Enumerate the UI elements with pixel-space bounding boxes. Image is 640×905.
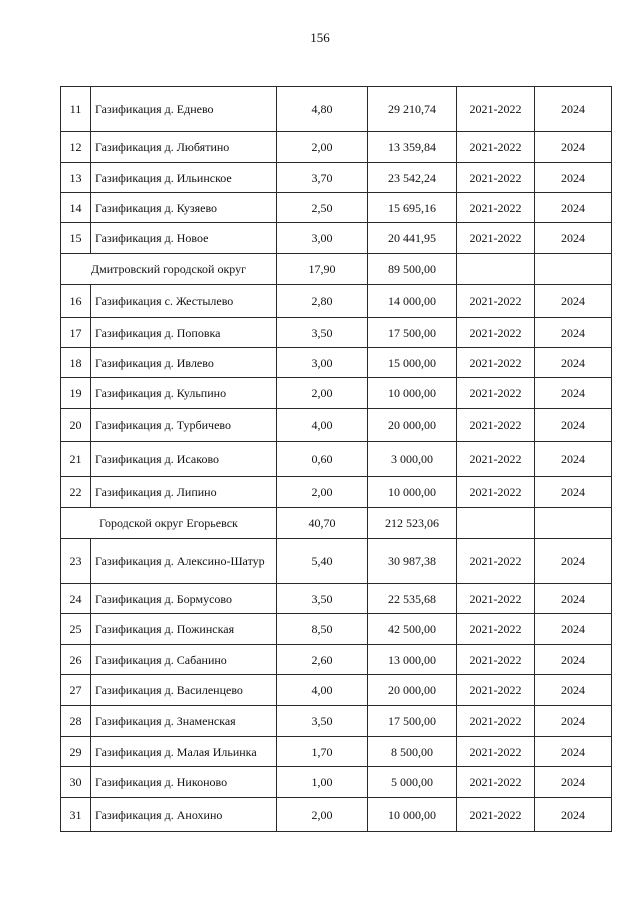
length-km: 3,00 xyxy=(277,348,368,378)
length-km: 2,50 xyxy=(277,193,368,223)
row-number: 13 xyxy=(61,163,91,193)
implementation-period: 2021-2022 xyxy=(457,409,535,442)
object-name: Газификация д. Бормусово xyxy=(91,584,277,614)
district-length-total: 17,90 xyxy=(277,254,368,285)
row-number: 22 xyxy=(61,477,91,508)
cost-value: 10 000,00 xyxy=(368,798,457,832)
completion-year: 2024 xyxy=(535,318,612,348)
object-name: Газификация д. Исаково xyxy=(91,442,277,477)
empty-cell xyxy=(457,508,535,539)
implementation-period: 2021-2022 xyxy=(457,675,535,706)
length-km: 3,00 xyxy=(277,223,368,254)
row-number: 27 xyxy=(61,675,91,706)
completion-year: 2024 xyxy=(535,539,612,584)
object-name: Газификация д. Анохино xyxy=(91,798,277,832)
row-number: 31 xyxy=(61,798,91,832)
object-name: Газификация д. Знаменская xyxy=(91,706,277,737)
table-row xyxy=(61,378,612,409)
object-name: Газификация д. Василенцево xyxy=(91,675,277,706)
row-number: 24 xyxy=(61,584,91,614)
table-row xyxy=(61,348,612,378)
implementation-period: 2021-2022 xyxy=(457,477,535,508)
cost-value: 42 500,00 xyxy=(368,614,457,645)
implementation-period: 2021-2022 xyxy=(457,285,535,318)
table-row xyxy=(61,539,612,584)
object-name: Газификация д. Еднево xyxy=(91,87,277,132)
cost-value: 20 000,00 xyxy=(368,675,457,706)
implementation-period: 2021-2022 xyxy=(457,223,535,254)
object-name: Газификация д. Кульпино xyxy=(91,378,277,409)
row-number: 11 xyxy=(61,87,91,132)
row-number: 16 xyxy=(61,285,91,318)
row-number: 21 xyxy=(61,442,91,477)
cost-value: 17 500,00 xyxy=(368,318,457,348)
row-number: 19 xyxy=(61,378,91,409)
implementation-period: 2021-2022 xyxy=(457,348,535,378)
implementation-period: 2021-2022 xyxy=(457,132,535,163)
implementation-period: 2021-2022 xyxy=(457,737,535,767)
row-number: 28 xyxy=(61,706,91,737)
implementation-period: 2021-2022 xyxy=(457,645,535,675)
row-number: 14 xyxy=(61,193,91,223)
table-row xyxy=(61,193,612,223)
length-km: 1,70 xyxy=(277,737,368,767)
object-name: Газификация д. Кузяево xyxy=(91,193,277,223)
district-cost-total: 212 523,06 xyxy=(368,508,457,539)
empty-cell xyxy=(535,508,612,539)
table-row xyxy=(61,584,612,614)
implementation-period: 2021-2022 xyxy=(457,163,535,193)
cost-value: 8 500,00 xyxy=(368,737,457,767)
length-km: 3,50 xyxy=(277,706,368,737)
district-subtotal-row xyxy=(61,254,612,285)
length-km: 5,40 xyxy=(277,539,368,584)
cost-value: 10 000,00 xyxy=(368,378,457,409)
completion-year: 2024 xyxy=(535,737,612,767)
row-number: 17 xyxy=(61,318,91,348)
district-cost-total: 89 500,00 xyxy=(368,254,457,285)
length-km: 3,50 xyxy=(277,318,368,348)
row-number: 20 xyxy=(61,409,91,442)
object-name: Газификация д. Сабанино xyxy=(91,645,277,675)
implementation-period: 2021-2022 xyxy=(457,87,535,132)
cost-value: 20 000,00 xyxy=(368,409,457,442)
implementation-period: 2021-2022 xyxy=(457,378,535,409)
length-km: 2,00 xyxy=(277,132,368,163)
table-row xyxy=(61,285,612,318)
table-row xyxy=(61,614,612,645)
object-name: Газификация д. Поповка xyxy=(91,318,277,348)
table-row xyxy=(61,737,612,767)
object-name: Газификация д. Турбичево xyxy=(91,409,277,442)
district-name: Дмитровский городской округ xyxy=(61,254,277,285)
page-number: 156 xyxy=(310,30,330,45)
implementation-period: 2021-2022 xyxy=(457,442,535,477)
row-number: 30 xyxy=(61,767,91,798)
table-row xyxy=(61,675,612,706)
implementation-period: 2021-2022 xyxy=(457,614,535,645)
row-number: 29 xyxy=(61,737,91,767)
table-row xyxy=(61,798,612,832)
gasification-table xyxy=(60,86,612,832)
completion-year: 2024 xyxy=(535,348,612,378)
length-km: 0,60 xyxy=(277,442,368,477)
table-row xyxy=(61,767,612,798)
completion-year: 2024 xyxy=(535,223,612,254)
row-number: 26 xyxy=(61,645,91,675)
length-km: 8,50 xyxy=(277,614,368,645)
table-row xyxy=(61,442,612,477)
empty-cell xyxy=(535,254,612,285)
row-number: 23 xyxy=(61,539,91,584)
cost-value: 10 000,00 xyxy=(368,477,457,508)
cost-value: 22 535,68 xyxy=(368,584,457,614)
object-name: Газификация д. Малая Ильинка xyxy=(91,737,277,767)
object-name: Газификация д. Ильинское xyxy=(91,163,277,193)
row-number: 15 xyxy=(61,223,91,254)
cost-value: 15 000,00 xyxy=(368,348,457,378)
length-km: 2,00 xyxy=(277,477,368,508)
cost-value: 29 210,74 xyxy=(368,87,457,132)
implementation-period: 2021-2022 xyxy=(457,798,535,832)
cost-value: 17 500,00 xyxy=(368,706,457,737)
completion-year: 2024 xyxy=(535,584,612,614)
implementation-period: 2021-2022 xyxy=(457,193,535,223)
cost-value: 15 695,16 xyxy=(368,193,457,223)
cost-value: 14 000,00 xyxy=(368,285,457,318)
table-row xyxy=(61,132,612,163)
row-number: 18 xyxy=(61,348,91,378)
implementation-period: 2021-2022 xyxy=(457,767,535,798)
row-number: 25 xyxy=(61,614,91,645)
table-row xyxy=(61,706,612,737)
length-km: 2,80 xyxy=(277,285,368,318)
empty-cell xyxy=(457,254,535,285)
cost-value: 23 542,24 xyxy=(368,163,457,193)
completion-year: 2024 xyxy=(535,706,612,737)
completion-year: 2024 xyxy=(535,798,612,832)
completion-year: 2024 xyxy=(535,442,612,477)
completion-year: 2024 xyxy=(535,285,612,318)
cost-value: 13 000,00 xyxy=(368,645,457,675)
cost-value: 5 000,00 xyxy=(368,767,457,798)
cost-value: 20 441,95 xyxy=(368,223,457,254)
length-km: 3,70 xyxy=(277,163,368,193)
completion-year: 2024 xyxy=(535,409,612,442)
length-km: 2,00 xyxy=(277,378,368,409)
table-row xyxy=(61,223,612,254)
completion-year: 2024 xyxy=(535,477,612,508)
length-km: 1,00 xyxy=(277,767,368,798)
cost-value: 30 987,38 xyxy=(368,539,457,584)
cost-value: 13 359,84 xyxy=(368,132,457,163)
table-row xyxy=(61,645,612,675)
object-name: Газификация д. Любятино xyxy=(91,132,277,163)
completion-year: 2024 xyxy=(535,87,612,132)
table-row xyxy=(61,477,612,508)
table-row xyxy=(61,163,612,193)
implementation-period: 2021-2022 xyxy=(457,539,535,584)
completion-year: 2024 xyxy=(535,378,612,409)
length-km: 4,00 xyxy=(277,675,368,706)
object-name: Газификация с. Жестылево xyxy=(91,285,277,318)
length-km: 2,00 xyxy=(277,798,368,832)
table-row xyxy=(61,409,612,442)
implementation-period: 2021-2022 xyxy=(457,706,535,737)
implementation-period: 2021-2022 xyxy=(457,584,535,614)
object-name: Газификация д. Липино xyxy=(91,477,277,508)
completion-year: 2024 xyxy=(535,163,612,193)
object-name: Газификация д. Новое xyxy=(91,223,277,254)
completion-year: 2024 xyxy=(535,193,612,223)
implementation-period: 2021-2022 xyxy=(457,318,535,348)
row-number: 12 xyxy=(61,132,91,163)
table-row xyxy=(61,87,612,132)
table-row xyxy=(61,318,612,348)
cost-value: 3 000,00 xyxy=(368,442,457,477)
length-km: 2,60 xyxy=(277,645,368,675)
district-length-total: 40,70 xyxy=(277,508,368,539)
length-km: 4,80 xyxy=(277,87,368,132)
completion-year: 2024 xyxy=(535,675,612,706)
object-name: Газификация д. Ивлево xyxy=(91,348,277,378)
object-name: Газификация д. Пожинская xyxy=(91,614,277,645)
district-subtotal-row xyxy=(61,508,612,539)
object-name: Газификация д. Алексино-Шатур xyxy=(91,539,277,584)
completion-year: 2024 xyxy=(535,645,612,675)
completion-year: 2024 xyxy=(535,767,612,798)
object-name: Газификация д. Никоново xyxy=(91,767,277,798)
district-name: Городской округ Егорьевск xyxy=(61,508,277,539)
completion-year: 2024 xyxy=(535,614,612,645)
length-km: 3,50 xyxy=(277,584,368,614)
length-km: 4,00 xyxy=(277,409,368,442)
completion-year: 2024 xyxy=(535,132,612,163)
